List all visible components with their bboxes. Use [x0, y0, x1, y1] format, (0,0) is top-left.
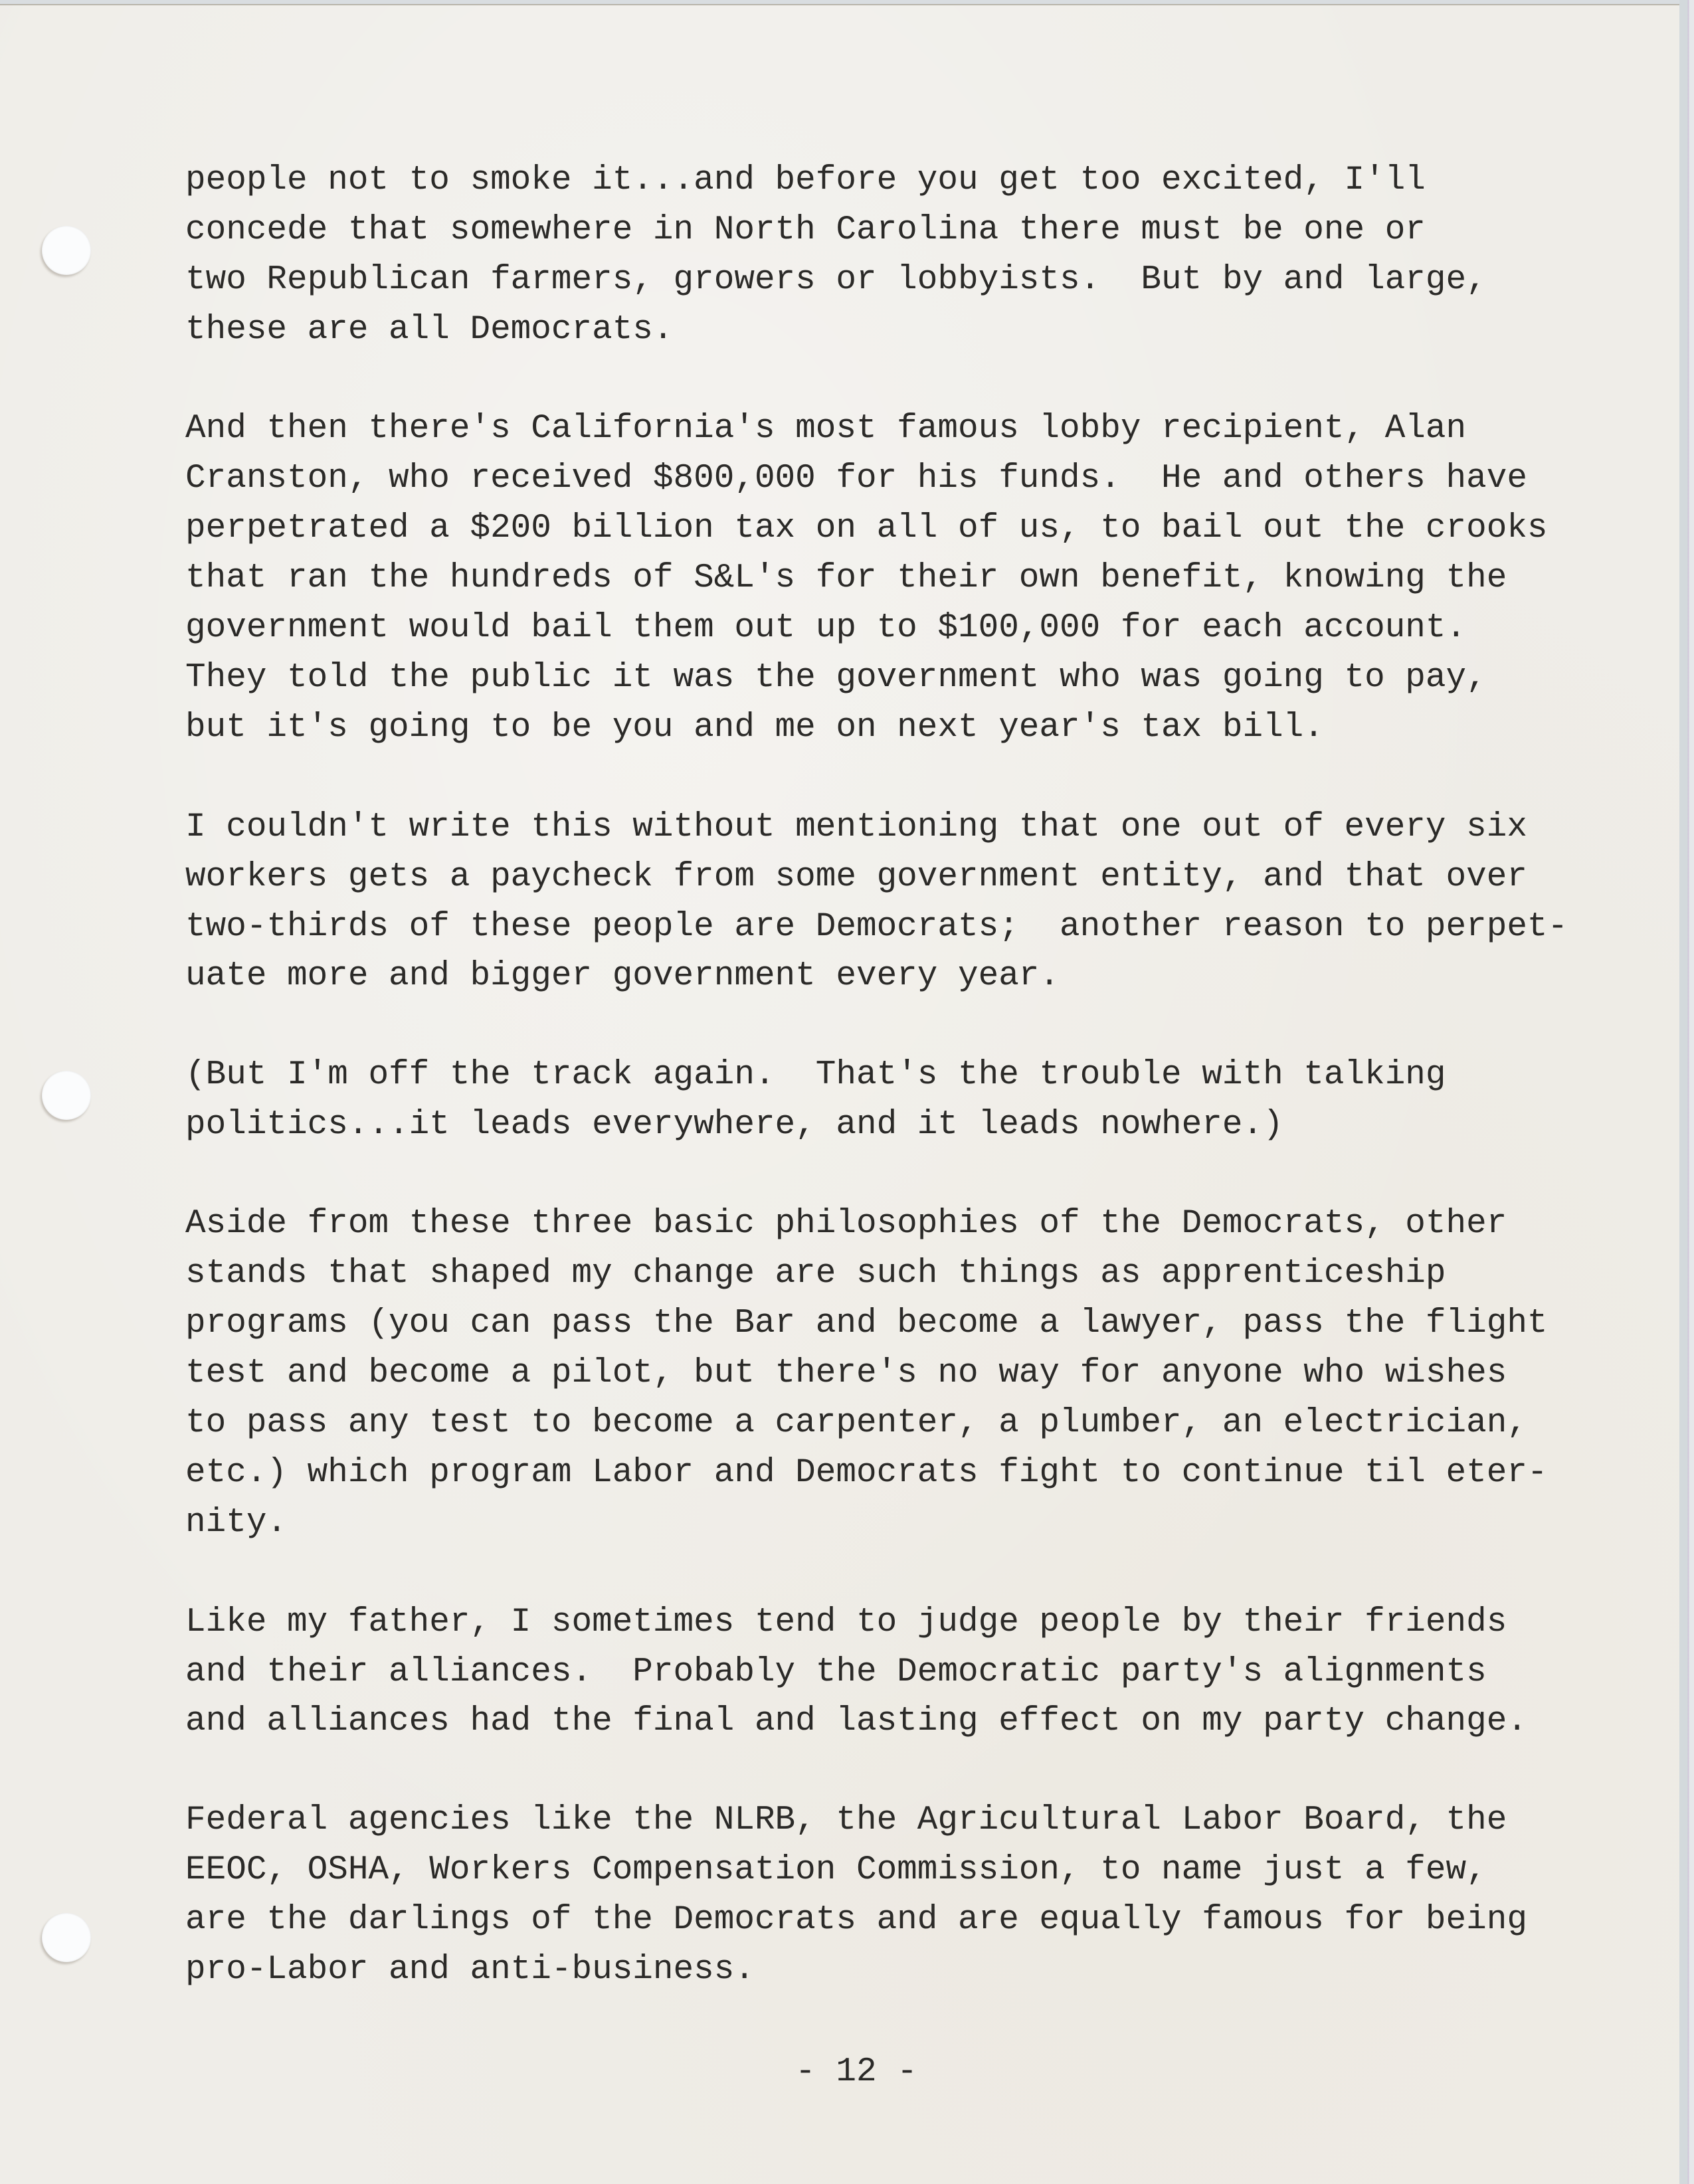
binder-hole	[42, 1913, 91, 1962]
text-line: etc.) which program Labor and Democrats fight to continue til eter-	[185, 1454, 1548, 1492]
text-line: EEOC, OSHA, Workers Compensation Commission, to name just a few,	[185, 1851, 1487, 1889]
text-line: Federal agencies like the NLRB, the Agricultural Labor Board, the	[185, 1801, 1507, 1839]
text-line: and alliances had the final and lasting effect on my party change.	[185, 1702, 1527, 1740]
page-number: - 12 -	[795, 2053, 917, 2091]
text-line: stands that shaped my change are such things as apprenticeship	[185, 1255, 1446, 1293]
text-line: are the darlings of the Democrats and are equally famous for being	[185, 1901, 1527, 1939]
text-line: government would bail them out up to $100,000 for each account.	[185, 609, 1467, 647]
text-line: two Republican farmers, growers or lobbyists. But by and large,	[185, 261, 1487, 299]
text-line: Cranston, who received $800,000 for his funds. He and others have	[185, 460, 1527, 498]
text-line: politics...it leads everywhere, and it leads nowhere.)	[185, 1106, 1283, 1144]
text-line: nity.	[185, 1504, 288, 1542]
text-line: Like my father, I sometimes tend to judge people by their friends	[185, 1603, 1507, 1641]
text-line: (But I'm off the track again. That's the trouble with talking	[185, 1056, 1446, 1094]
text-line: these are all Democrats.	[185, 311, 674, 349]
text-line: test and become a pilot, but there's no way for anyone who wishes	[185, 1354, 1507, 1392]
text-line: I couldn't write this without mentioning that one out of every six	[185, 808, 1527, 846]
text-line: workers gets a paycheck from some government entity, and that over	[185, 858, 1527, 896]
scanner-edge	[1679, 0, 1694, 2184]
text-line: pro-Labor and anti-business.	[185, 1951, 755, 1989]
text-line: to pass any test to become a carpenter, a plumber, an electrician,	[185, 1404, 1527, 1442]
document-page	[0, 4, 1679, 2184]
text-line: programs (you can pass the Bar and become a lawyer, pass the flight	[185, 1305, 1548, 1342]
text-line: people not to smoke it...and before you get too excited, I'll	[185, 161, 1426, 199]
text-line: And then there's California's most famous lobby recipient, Alan	[185, 410, 1467, 448]
text-line: They told the public it was the government who was going to pay,	[185, 659, 1487, 697]
text-line: but it's going to be you and me on next year's tax bill.	[185, 709, 1324, 747]
text-line: two-thirds of these people are Democrats; another reason to perpet-	[185, 908, 1568, 946]
text-line: concede that somewhere in North Carolina there must be one or	[185, 211, 1426, 249]
binder-hole	[42, 226, 91, 275]
text-line: uate more and bigger government every year.	[185, 957, 1060, 995]
text-line: Aside from these three basic philosophies of the Democrats, other	[185, 1205, 1507, 1243]
binder-hole	[42, 1071, 91, 1120]
text-line: perpetrated a $200 billion tax on all of us, to bail out the crooks	[185, 509, 1548, 547]
text-line: that ran the hundreds of S&L's for their own benefit, knowing the	[185, 559, 1507, 597]
text-line: and their alliances. Probably the Democratic party's alignments	[185, 1653, 1487, 1691]
